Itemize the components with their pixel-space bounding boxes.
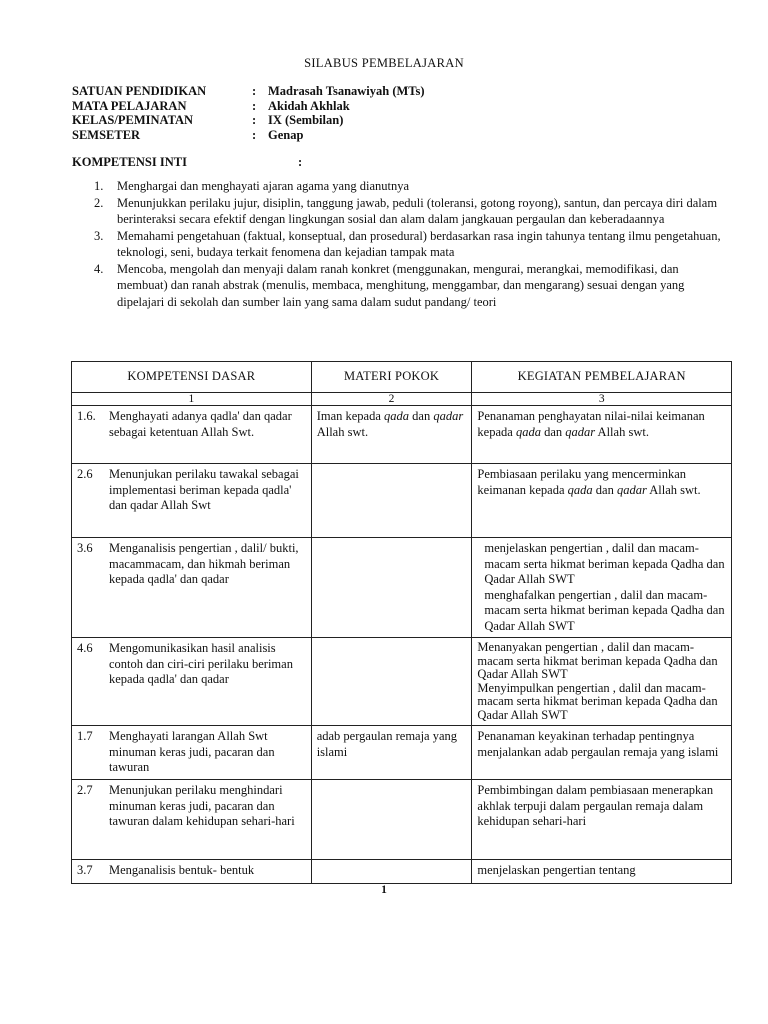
meta-colon: : <box>252 84 257 98</box>
table-row <box>72 780 732 860</box>
kegiatan-cell <box>472 464 732 538</box>
kd-number: 3.7 <box>77 863 93 877</box>
list-item-number: 2. <box>94 195 104 210</box>
kegiatan-line: menghafalkan pengertian , dalil dan macam-macam serta hikmat beriman kepada Qadha dan Qadar Allah SWT <box>484 587 725 633</box>
table-header-row <box>72 362 732 393</box>
list-item <box>72 261 732 311</box>
materi-cell <box>311 860 472 884</box>
ki-colon: : <box>298 155 303 169</box>
kegiatan-text: dan <box>592 482 617 497</box>
kd-cell <box>72 780 312 860</box>
kegiatan-cell <box>472 638 732 726</box>
header-kompetensi-dasar: KOMPETENSI DASAR <box>72 362 312 393</box>
materi-cell <box>311 638 472 726</box>
materi-cell <box>311 538 472 638</box>
kd-cell <box>72 538 312 638</box>
meta-label: SATUAN PENDIDIKAN <box>72 84 207 98</box>
meta-colon: : <box>252 113 257 127</box>
kd-cell <box>72 638 312 726</box>
kd-text: Menganalisis bentuk- bentuk <box>109 863 255 877</box>
list-item <box>72 228 732 261</box>
list-item-text: Menghargai dan menghayati ajaran agama yang dianutnya <box>117 179 410 193</box>
kegiatan-text: Pembiasaan perilaku yang mencerminkan keimanan kepada <box>477 467 687 497</box>
list-item-text: Memahami pengetahuan (faktual, konseptual, dan prosedural) berdasarkan rasa ingin tahunya tentang ilmu pengetahuan, teknologi, seni, budaya terkait fenomena dan kejadian tampak mata <box>117 228 721 259</box>
table-row <box>72 638 732 726</box>
kd-cell <box>72 406 312 464</box>
column-number: 2 <box>311 393 472 406</box>
identity-block <box>72 84 425 142</box>
kegiatan-term-qada: qada <box>567 482 593 497</box>
list-item-number: 1. <box>94 179 104 193</box>
kegiatan-cell: Pembimbingan dalam pembiasaan menerapkan akhlak terpuji dalam pergaulan remaja dalam kehidupan sehari-hari <box>472 780 732 860</box>
kegiatan-text: Penanaman penghayatan nilai-nilai keimanan kepada <box>477 409 705 439</box>
kd-cell <box>72 464 312 538</box>
kd-cell <box>72 726 312 780</box>
kd-number: 2.7 <box>77 783 93 797</box>
meta-colon: : <box>252 127 257 142</box>
materi-text: Allah swt. <box>316 424 369 439</box>
list-item <box>72 195 732 228</box>
meta-row-satuan <box>72 84 425 99</box>
header-kegiatan-pembelajaran: KEGIATAN PEMBELAJARAN <box>472 362 732 393</box>
header-materi-pokok: MATERI POKOK <box>311 362 472 393</box>
materi-cell <box>311 406 472 464</box>
kd-text: Mengomunikasikan hasil analisis contoh dan ciri-ciri perilaku beriman kepada qadla' dan qadar <box>109 641 293 686</box>
table-row <box>72 464 732 538</box>
materi-term-qadar: qadar <box>433 409 464 423</box>
kegiatan-text: Allah swt. <box>646 482 701 497</box>
kegiatan-cell: Penanaman keyakinan terhadap pentingnya menjalankan adab pergaulan remaja yang islami <box>472 726 732 780</box>
materi-cell <box>311 780 472 860</box>
meta-value: IX (Sembilan) <box>268 113 344 127</box>
kd-number: 1.6. <box>77 409 96 423</box>
page-number: 1 <box>381 884 387 896</box>
meta-row-kelas <box>72 113 425 128</box>
syllabus-table <box>71 361 732 884</box>
document-title: SILABUS PEMBELAJARAN <box>304 56 464 70</box>
materi-term-qada: qada <box>384 409 410 423</box>
kegiatan-text: Allah swt. <box>595 424 649 439</box>
list-item <box>72 178 732 195</box>
list-item-number: 3. <box>94 228 104 243</box>
kompetensi-inti-heading <box>72 155 302 170</box>
meta-label: SEMSETER <box>72 127 141 142</box>
meta-colon: : <box>252 98 257 113</box>
kegiatan-cell <box>472 538 732 638</box>
kd-text: Menganalisis pengertian , dalil/ bukti, macammacam, dan hikmah beriman kepada qadla' dan qadar <box>109 541 299 586</box>
kompetensi-inti-list <box>72 178 732 310</box>
kd-text: Menunjukan perilaku menghindari minuman keras judi, pacaran dan tawuran dalam kehidupan sehari-hari <box>109 783 295 828</box>
kegiatan-term-qada: qada <box>515 424 541 439</box>
materi-text: Iman kepada <box>316 409 385 423</box>
list-item-text: Menunjukkan perilaku jujur, disiplin, tanggung jawab, peduli (toleransi, gotong royong), santun, dan percaya diri dalam berinteraksi secara efektif dengan lingkungan sosial dan alam dalam jangkauan pergaulan dan keberadaannya <box>117 195 718 226</box>
table-row <box>72 406 732 464</box>
kegiatan-cell: menjelaskan pengertian tentang <box>472 860 732 884</box>
meta-value: Genap <box>268 127 304 142</box>
list-item-text: Mencoba, mengolah dan menyaji dalam ranah konkret (menggunakan, mengurai, merangkai, memodifikasi, dan membuat) dan ranah abstrak (menulis, membaca, menghitung, menggambar, dan mengarang) sesuai dengan yang dipelajari di sekolah dan sumber lain yang sama dalam sudut pandang/ teori <box>117 261 685 309</box>
materi-text: dan <box>409 409 434 423</box>
table-row <box>72 538 732 638</box>
kegiatan-line: menjelaskan pengertian , dalil dan macam-macam serta hikmat beriman kepada Qadha dan Qadar Allah SWT <box>484 541 725 586</box>
kd-text: Menghayati adanya qadla' dan qadar sebagai ketentuan Allah Swt. <box>109 409 292 439</box>
meta-label: MATA PELAJARAN <box>72 98 187 113</box>
meta-row-mapel <box>72 99 425 114</box>
kd-number: 2.6 <box>77 467 93 481</box>
kegiatan-term-qadar: qadar <box>565 424 596 439</box>
kd-cell <box>72 860 312 884</box>
kegiatan-term-qadar: qadar <box>616 482 647 497</box>
kegiatan-line: Menyimpulkan pengertian , dalil dan macam-macam serta hikmat beriman kepada Qadha dan Qadar Allah SWT <box>477 680 718 722</box>
kd-number: 4.6 <box>77 641 93 655</box>
list-item-number: 4. <box>94 261 104 276</box>
materi-cell <box>311 464 472 538</box>
meta-label: KELAS/PEMINATAN <box>72 113 194 127</box>
kd-number: 1.7 <box>77 729 93 743</box>
column-number: 1 <box>72 393 312 406</box>
table-row <box>72 726 732 780</box>
kegiatan-line: Menanyakan pengertian , dalil dan macam-macam serta hikmat beriman kepada Qadha dan Qadar Allah SWT <box>477 640 718 681</box>
kegiatan-text: dan <box>540 424 566 439</box>
ki-label: KOMPETENSI INTI <box>72 155 187 169</box>
materi-cell: adab pergaulan remaja yang islami <box>311 726 472 780</box>
kd-text: Menunjukan perilaku tawakal sebagai implementasi beriman kepada qadla' dan qadar Allah Swt <box>109 467 299 512</box>
meta-row-semester <box>72 128 425 143</box>
kd-text: Menghayati larangan Allah Swt minuman keras judi, pacaran dan tawuran <box>109 729 275 774</box>
kegiatan-cell <box>472 406 732 464</box>
column-number: 3 <box>472 393 732 406</box>
meta-value: Akidah Akhlak <box>268 98 350 113</box>
kd-number: 3.6 <box>77 541 93 555</box>
table-row <box>72 860 732 884</box>
column-number-row <box>72 393 732 406</box>
meta-value: Madrasah Tsanawiyah (MTs) <box>268 84 425 98</box>
